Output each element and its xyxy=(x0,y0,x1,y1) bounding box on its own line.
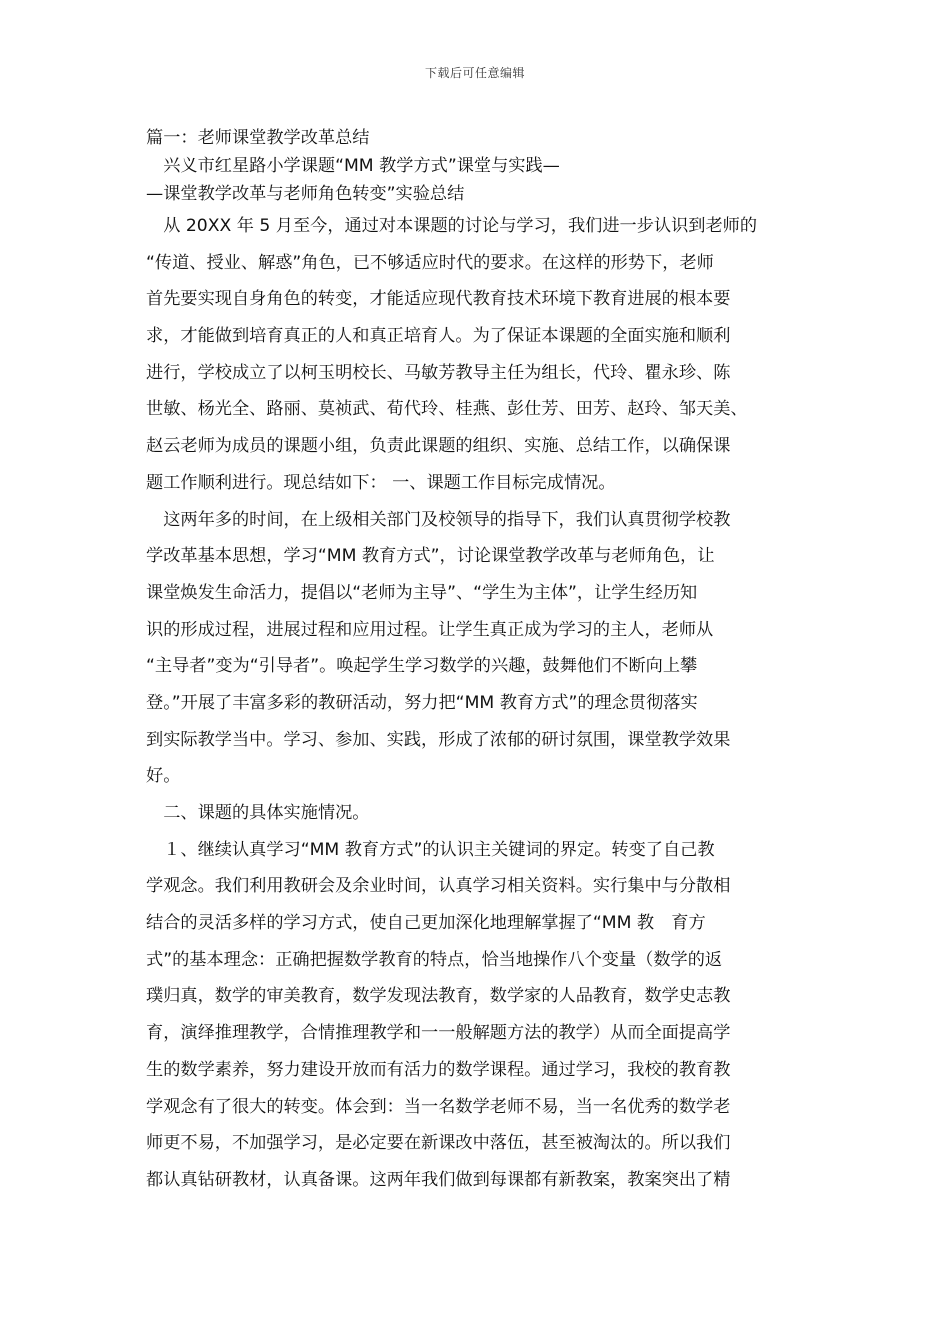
text-line: 育，演绎推理教学，合情推理教学和一一般解题方法的教学）从而全面提高学 xyxy=(146,1023,731,1044)
text-line: 好。 xyxy=(146,766,181,787)
document-subtitle-line-2: —课堂教学改革与老师角色转变”实验总结 xyxy=(146,184,465,204)
document-body xyxy=(146,125,826,1199)
text-line: 学改革基本思想，学习“MM 教育方式”，讨论课堂教学改革与老师角色，让 xyxy=(146,546,715,567)
section-heading: 二、课题的具体实施情况。 xyxy=(146,803,370,823)
text-line: 都认真钻研教材，认真备课。这两年我们做到每课都有新教案，教案突出了精 xyxy=(146,1169,731,1190)
text-line: 生的数学素养，努力建设开放而有活力的数学课程。通过学习，我校的教育教 xyxy=(146,1059,731,1080)
text-line: １、继续认真学习“MM 教育方式”的认识主关键词的界定。转变了自己教 xyxy=(146,839,715,860)
text-line: 学观念有了很大的转变。体会到：当一名数学老师不易，当一名优秀的数学老 xyxy=(146,1096,731,1117)
text-line: 赵云老师为成员的课题小组，负责此课题的组织、实施、总结工作，以确保课 xyxy=(146,436,731,457)
text-line: 课堂焕发生命活力，提倡以“老师为主导”、“学生为主体”，让学生经历知 xyxy=(146,582,698,603)
text-line: 学观念。我们利用教研会及余业时间，认真学习相关资料。实行集中与分散相 xyxy=(146,876,731,897)
text-line: 求，才能做到培育真正的人和真正培育人。为了保证本课题的全面实施和顺利 xyxy=(146,326,731,347)
text-line: 璞归真，数学的审美教育，数学发现法教育，数学家的人品教育，数学史志教 xyxy=(146,986,731,1007)
paragraph-1 xyxy=(146,208,826,502)
text-line: 式”的基本理念：正确把握数学教育的特点，恰当地操作八个变量（数学的返 xyxy=(146,949,723,970)
text-line: 到实际教学当中。学习、参加、实践，形成了浓郁的研讨氛围，课堂教学效果 xyxy=(146,729,731,750)
text-line: 师更不易，不加强学习，是必定要在新课改中落伍，甚至被淘汰的。所以我们 xyxy=(146,1133,731,1154)
text-line: “主导者”变为“引导者”。唤起学生学习数学的兴趣，鼓舞他们不断向上攀 xyxy=(146,656,698,677)
text-line: 登。”开展了丰富多彩的教研活动，努力把“MM 教育方式”的理念贯彻落实 xyxy=(146,692,698,713)
text-line: 结合的灵活多样的学习方式，使自己更加深化地理解掌握了“MM 教 育方 xyxy=(146,913,706,934)
document-subtitle-line-1: 兴义市红星路小学课题“MM 教学方式”课堂与实践— xyxy=(146,156,560,176)
document-title: 篇一：老师课堂教学改革总结 xyxy=(146,128,370,148)
paragraph-2 xyxy=(146,502,826,796)
text-line: “传道、授业、解惑”角色，已不够适应时代的要求。在这样的形势下，老师 xyxy=(146,252,714,273)
text-line: 识的形成过程，进展过程和应用过程。让学生真正成为学习的主人，老师从 xyxy=(146,619,714,640)
text-line: 进行，学校成立了以柯玉明校长、马敏芳教导主任为组长，代玲、瞿永珍、陈 xyxy=(146,362,731,383)
text-line: 题工作顺利进行。现总结如下： 一、课题工作目标完成情况。 xyxy=(146,472,616,493)
header-note: 下载后可任意编辑 xyxy=(424,66,525,80)
text-line: 从 20XX 年 5 月至今，通过对本课题的讨论与学习，我们进一步认识到老师的 xyxy=(146,216,758,236)
text-line: 首先要实现自身角色的转变，才能适应现代教育技术环境下教育进展的根本要 xyxy=(146,289,731,310)
text-line: 世敏、杨光全、路丽、莫祯武、荀代玲、桂燕、彭仕芳、田芳、赵玲、邹天美、 xyxy=(146,399,748,420)
text-line: 这两年多的时间，在上级相关部门及校领导的指导下，我们认真贯彻学校教 xyxy=(146,509,731,530)
paragraph-4 xyxy=(146,832,826,1199)
paragraph-3 xyxy=(146,795,826,832)
